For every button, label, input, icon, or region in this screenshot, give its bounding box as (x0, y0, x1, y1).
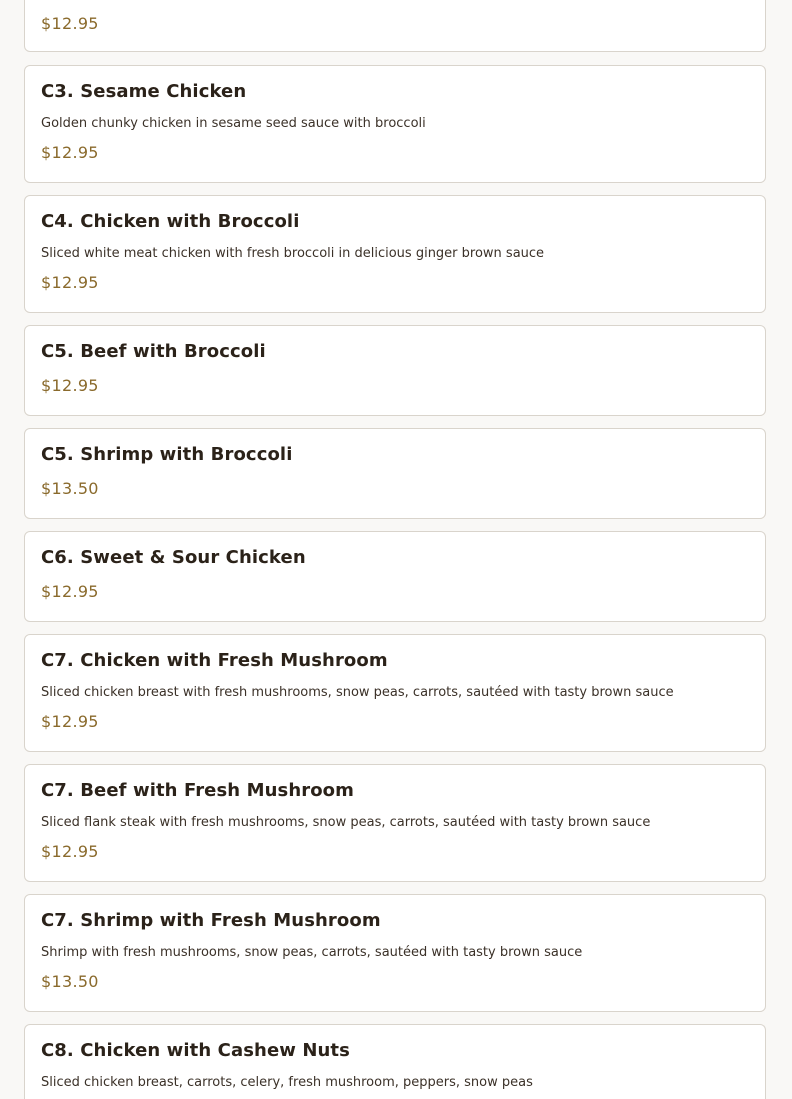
item-description: Sliced chicken breast with fresh mushrooms, snow peas, carrots, sautéed with tasty brown sauce (41, 685, 674, 700)
menu-item-card[interactable] (24, 764, 766, 882)
menu-item-card[interactable] (24, 894, 766, 1012)
menu-item-card[interactable] (24, 195, 766, 313)
item-price: $13.50 (41, 972, 99, 991)
item-description: Sliced chicken breast, carrots, celery, fresh mushroom, peppers, snow peas (41, 1075, 533, 1090)
menu-item-card[interactable] (24, 531, 766, 622)
item-description: Golden chunky chicken in sesame seed sauce with broccoli (41, 116, 426, 131)
item-price: $12.95 (41, 273, 99, 292)
item-name: C7. Beef with Fresh Mushroom (41, 780, 355, 801)
item-name: C5. Shrimp with Broccoli (41, 444, 293, 465)
item-name: C4. Chicken with Broccoli (41, 211, 300, 232)
item-price: $12.95 (41, 842, 99, 861)
item-price: $12.95 (41, 376, 99, 395)
menu-item-card[interactable] (24, 428, 766, 519)
menu-item-card[interactable] (24, 325, 766, 416)
item-name: C3. Sesame Chicken (41, 81, 247, 102)
menu-item-card[interactable] (24, 1024, 766, 1099)
item-name: C6. Sweet & Sour Chicken (41, 547, 306, 568)
menu-item-card[interactable] (24, 0, 766, 52)
item-name: C7. Chicken with Fresh Mushroom (41, 650, 388, 671)
item-name: C5. Beef with Broccoli (41, 341, 266, 362)
item-description: Sliced white meat chicken with fresh broccoli in delicious ginger brown sauce (41, 246, 545, 261)
item-price: $12.95 (41, 582, 99, 601)
item-price: $12.95 (41, 143, 99, 162)
item-price: $12.95 (41, 14, 99, 33)
item-price: $12.95 (41, 712, 99, 731)
menu-item-card[interactable] (24, 65, 766, 183)
item-name: C7. Shrimp with Fresh Mushroom (41, 910, 381, 931)
item-description: Sliced flank steak with fresh mushrooms, snow peas, carrots, sautéed with tasty brown sauce (41, 815, 651, 830)
item-description: Shrimp with fresh mushrooms, snow peas, carrots, sautéed with tasty brown sauce (41, 945, 583, 960)
menu-item-card[interactable] (24, 634, 766, 752)
item-price: $13.50 (41, 479, 99, 498)
item-name: C8. Chicken with Cashew Nuts (41, 1040, 350, 1061)
